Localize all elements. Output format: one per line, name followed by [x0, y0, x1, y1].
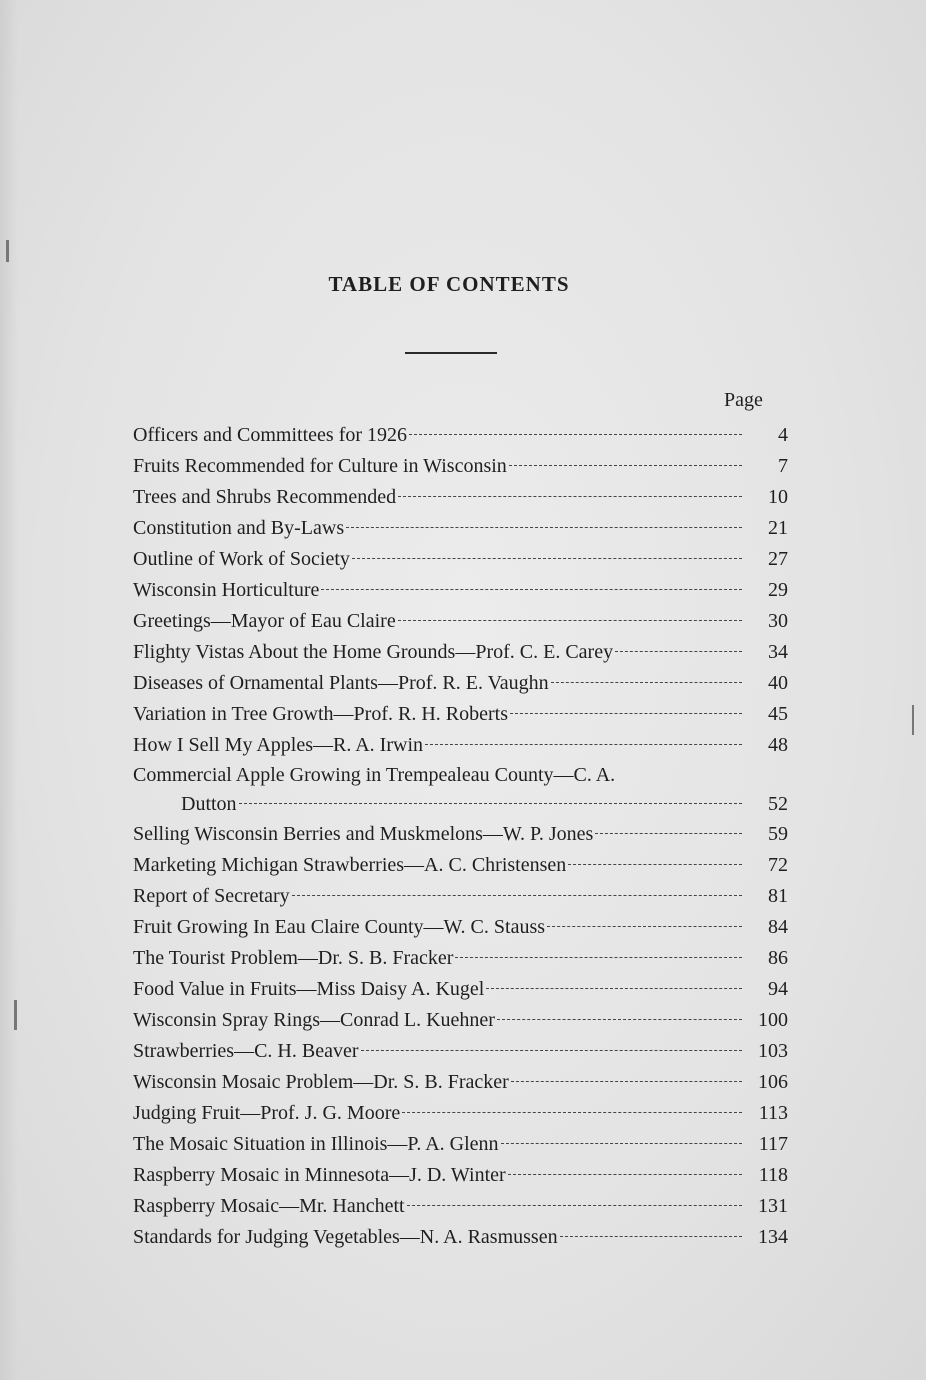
page-edge-shadow [0, 0, 18, 1380]
toc-entry [133, 1067, 788, 1098]
dot-leader [560, 1236, 742, 1237]
toc-entry-title: The Mosaic Situation in Illinois—P. A. Glenn [133, 1133, 499, 1155]
toc-entry [133, 606, 788, 637]
toc-entry [133, 1098, 788, 1129]
toc-entry-page: 45 [768, 703, 788, 725]
toc-entry-title: Trees and Shrubs Recommended [133, 486, 397, 508]
toc-entry-title: Judging Fruit—Prof. J. G. Moore [133, 1102, 401, 1124]
toc-entry-page: 131 [758, 1195, 788, 1217]
toc-entry-page: 103 [758, 1040, 788, 1062]
toc-entry [133, 420, 788, 451]
dot-leader [568, 864, 742, 865]
toc-entry-page: 134 [758, 1226, 788, 1248]
toc-entry-title: Selling Wisconsin Berries and Muskmelons—W. P. Jones [133, 823, 594, 845]
toc-entry [133, 730, 788, 761]
toc-entry-page: 113 [758, 1102, 788, 1124]
dot-leader [425, 744, 742, 745]
toc-entry [133, 1036, 788, 1067]
dot-leader [510, 713, 742, 714]
page-title: TABLE OF CONTENTS [328, 272, 570, 296]
dot-leader [501, 1143, 742, 1144]
toc-entry-page: 48 [768, 734, 788, 756]
toc-entry-title: Variation in Tree Growth—Prof. R. H. Roberts [133, 703, 508, 725]
margin-mark [912, 705, 914, 735]
dot-leader [361, 1050, 743, 1051]
toc-entry [133, 974, 788, 1005]
toc-entry-title: Standards for Judging Vegetables—N. A. Rasmussen [133, 1226, 558, 1248]
toc-entry [133, 1160, 788, 1191]
dot-leader [398, 620, 742, 621]
toc-entry-title: Outline of Work of Society [133, 548, 350, 570]
dot-leader [402, 1112, 742, 1113]
toc-entry-page: 40 [768, 672, 788, 694]
dot-leader [398, 496, 742, 497]
toc-entry-page: 34 [768, 641, 788, 663]
toc-entry-page: 10 [768, 486, 788, 508]
toc-entry-title: Flighty Vistas About the Home Grounds—Prof. C. E. Carey [133, 641, 614, 663]
dot-leader [409, 434, 742, 435]
toc-entry-page: 72 [768, 854, 788, 876]
toc-entry-title: Wisconsin Horticulture [133, 579, 320, 601]
toc-entry [133, 699, 788, 730]
toc-entry-title: Wisconsin Mosaic Problem—Dr. S. B. Fracker [133, 1071, 509, 1093]
toc-entry [133, 943, 788, 974]
toc-entry [133, 575, 788, 606]
toc-entry-title: Wisconsin Spray Rings—Conrad L. Kuehner [133, 1009, 495, 1031]
toc-entry-page: 59 [768, 823, 788, 845]
margin-mark [14, 1000, 17, 1030]
toc-entry-title: How I Sell My Apples—R. A. Irwin [133, 734, 423, 756]
page-column-header: Page [724, 389, 763, 411]
dot-leader [508, 1174, 742, 1175]
toc-entry [133, 850, 788, 881]
toc-entry [133, 912, 788, 943]
toc-entry-title: Diseases of Ornamental Plants—Prof. R. E. Vaughn [133, 672, 549, 694]
dot-leader [321, 589, 742, 590]
toc-entry-title: Fruits Recommended for Culture in Wisconsin [133, 455, 507, 477]
toc-entry-page: 86 [768, 947, 788, 969]
toc-entry [133, 1129, 788, 1160]
toc-entry [133, 1005, 788, 1036]
toc-entry [133, 819, 788, 850]
toc-entry-page: 94 [768, 978, 788, 1000]
toc-entry [133, 637, 788, 668]
dot-leader [486, 988, 742, 989]
toc-entry-title: Raspberry Mosaic—Mr. Hanchett [133, 1195, 405, 1217]
toc-entry [133, 482, 788, 513]
dot-leader [455, 957, 742, 958]
toc-entry-title: Food Value in Fruits—Miss Daisy A. Kugel [133, 978, 485, 1000]
dot-leader [547, 926, 742, 927]
toc-entry-page: 117 [758, 1133, 788, 1155]
toc-entry-page: 21 [768, 517, 788, 539]
toc-entry-page: 27 [768, 548, 788, 570]
toc-entry-page: 106 [758, 1071, 788, 1093]
toc-entry [133, 451, 788, 482]
dot-leader [292, 895, 742, 896]
toc-entry [133, 881, 788, 912]
toc-entry-title: Fruit Growing In Eau Claire County—W. C. Stauss [133, 916, 546, 938]
toc-entry-title: Marketing Michigan Strawberries—A. C. Christensen [133, 854, 567, 876]
toc-entry-page: 30 [768, 610, 788, 632]
dot-leader [551, 682, 742, 683]
dot-leader [352, 558, 742, 559]
table-of-contents [133, 420, 788, 1253]
toc-entry-page: 7 [778, 455, 788, 477]
dot-leader [497, 1019, 742, 1020]
toc-entry [133, 513, 788, 544]
toc-entry-title-continued: Dutton [181, 793, 237, 815]
toc-entry-title: Raspberry Mosaic in Minnesota—J. D. Winter [133, 1164, 506, 1186]
toc-entry-page: 84 [768, 916, 788, 938]
toc-entry [133, 1222, 788, 1253]
toc-entry-title: Greetings—Mayor of Eau Claire [133, 610, 396, 632]
toc-entry-page: 81 [768, 885, 788, 907]
dot-leader [511, 1081, 742, 1082]
toc-entry-title: Report of Secretary [133, 885, 290, 907]
toc-entry [133, 761, 788, 819]
toc-entry-page: 4 [778, 424, 788, 446]
toc-entry-title: Constitution and By-Laws [133, 517, 345, 539]
dot-leader [615, 651, 742, 652]
dot-leader [595, 833, 742, 834]
dot-leader [407, 1205, 742, 1206]
toc-entry [133, 544, 788, 575]
toc-entry-title: Strawberries—C. H. Beaver [133, 1040, 359, 1062]
margin-mark [6, 240, 9, 262]
toc-entry-title: The Tourist Problem—Dr. S. B. Fracker [133, 947, 454, 969]
toc-entry-page: 118 [758, 1164, 788, 1186]
toc-entry-page: 52 [768, 793, 788, 815]
dot-leader [509, 465, 742, 466]
toc-entry-title: Officers and Committees for 1926 [133, 424, 408, 446]
toc-entry-page: 100 [758, 1009, 788, 1031]
toc-entry [133, 1191, 788, 1222]
toc-entry [133, 668, 788, 699]
title-rule [405, 352, 497, 354]
toc-entry-page: 29 [768, 579, 788, 601]
dot-leader [239, 803, 742, 804]
dot-leader [346, 527, 742, 528]
toc-entry-title: Commercial Apple Growing in Trempealeau County—C. A. [133, 764, 616, 786]
